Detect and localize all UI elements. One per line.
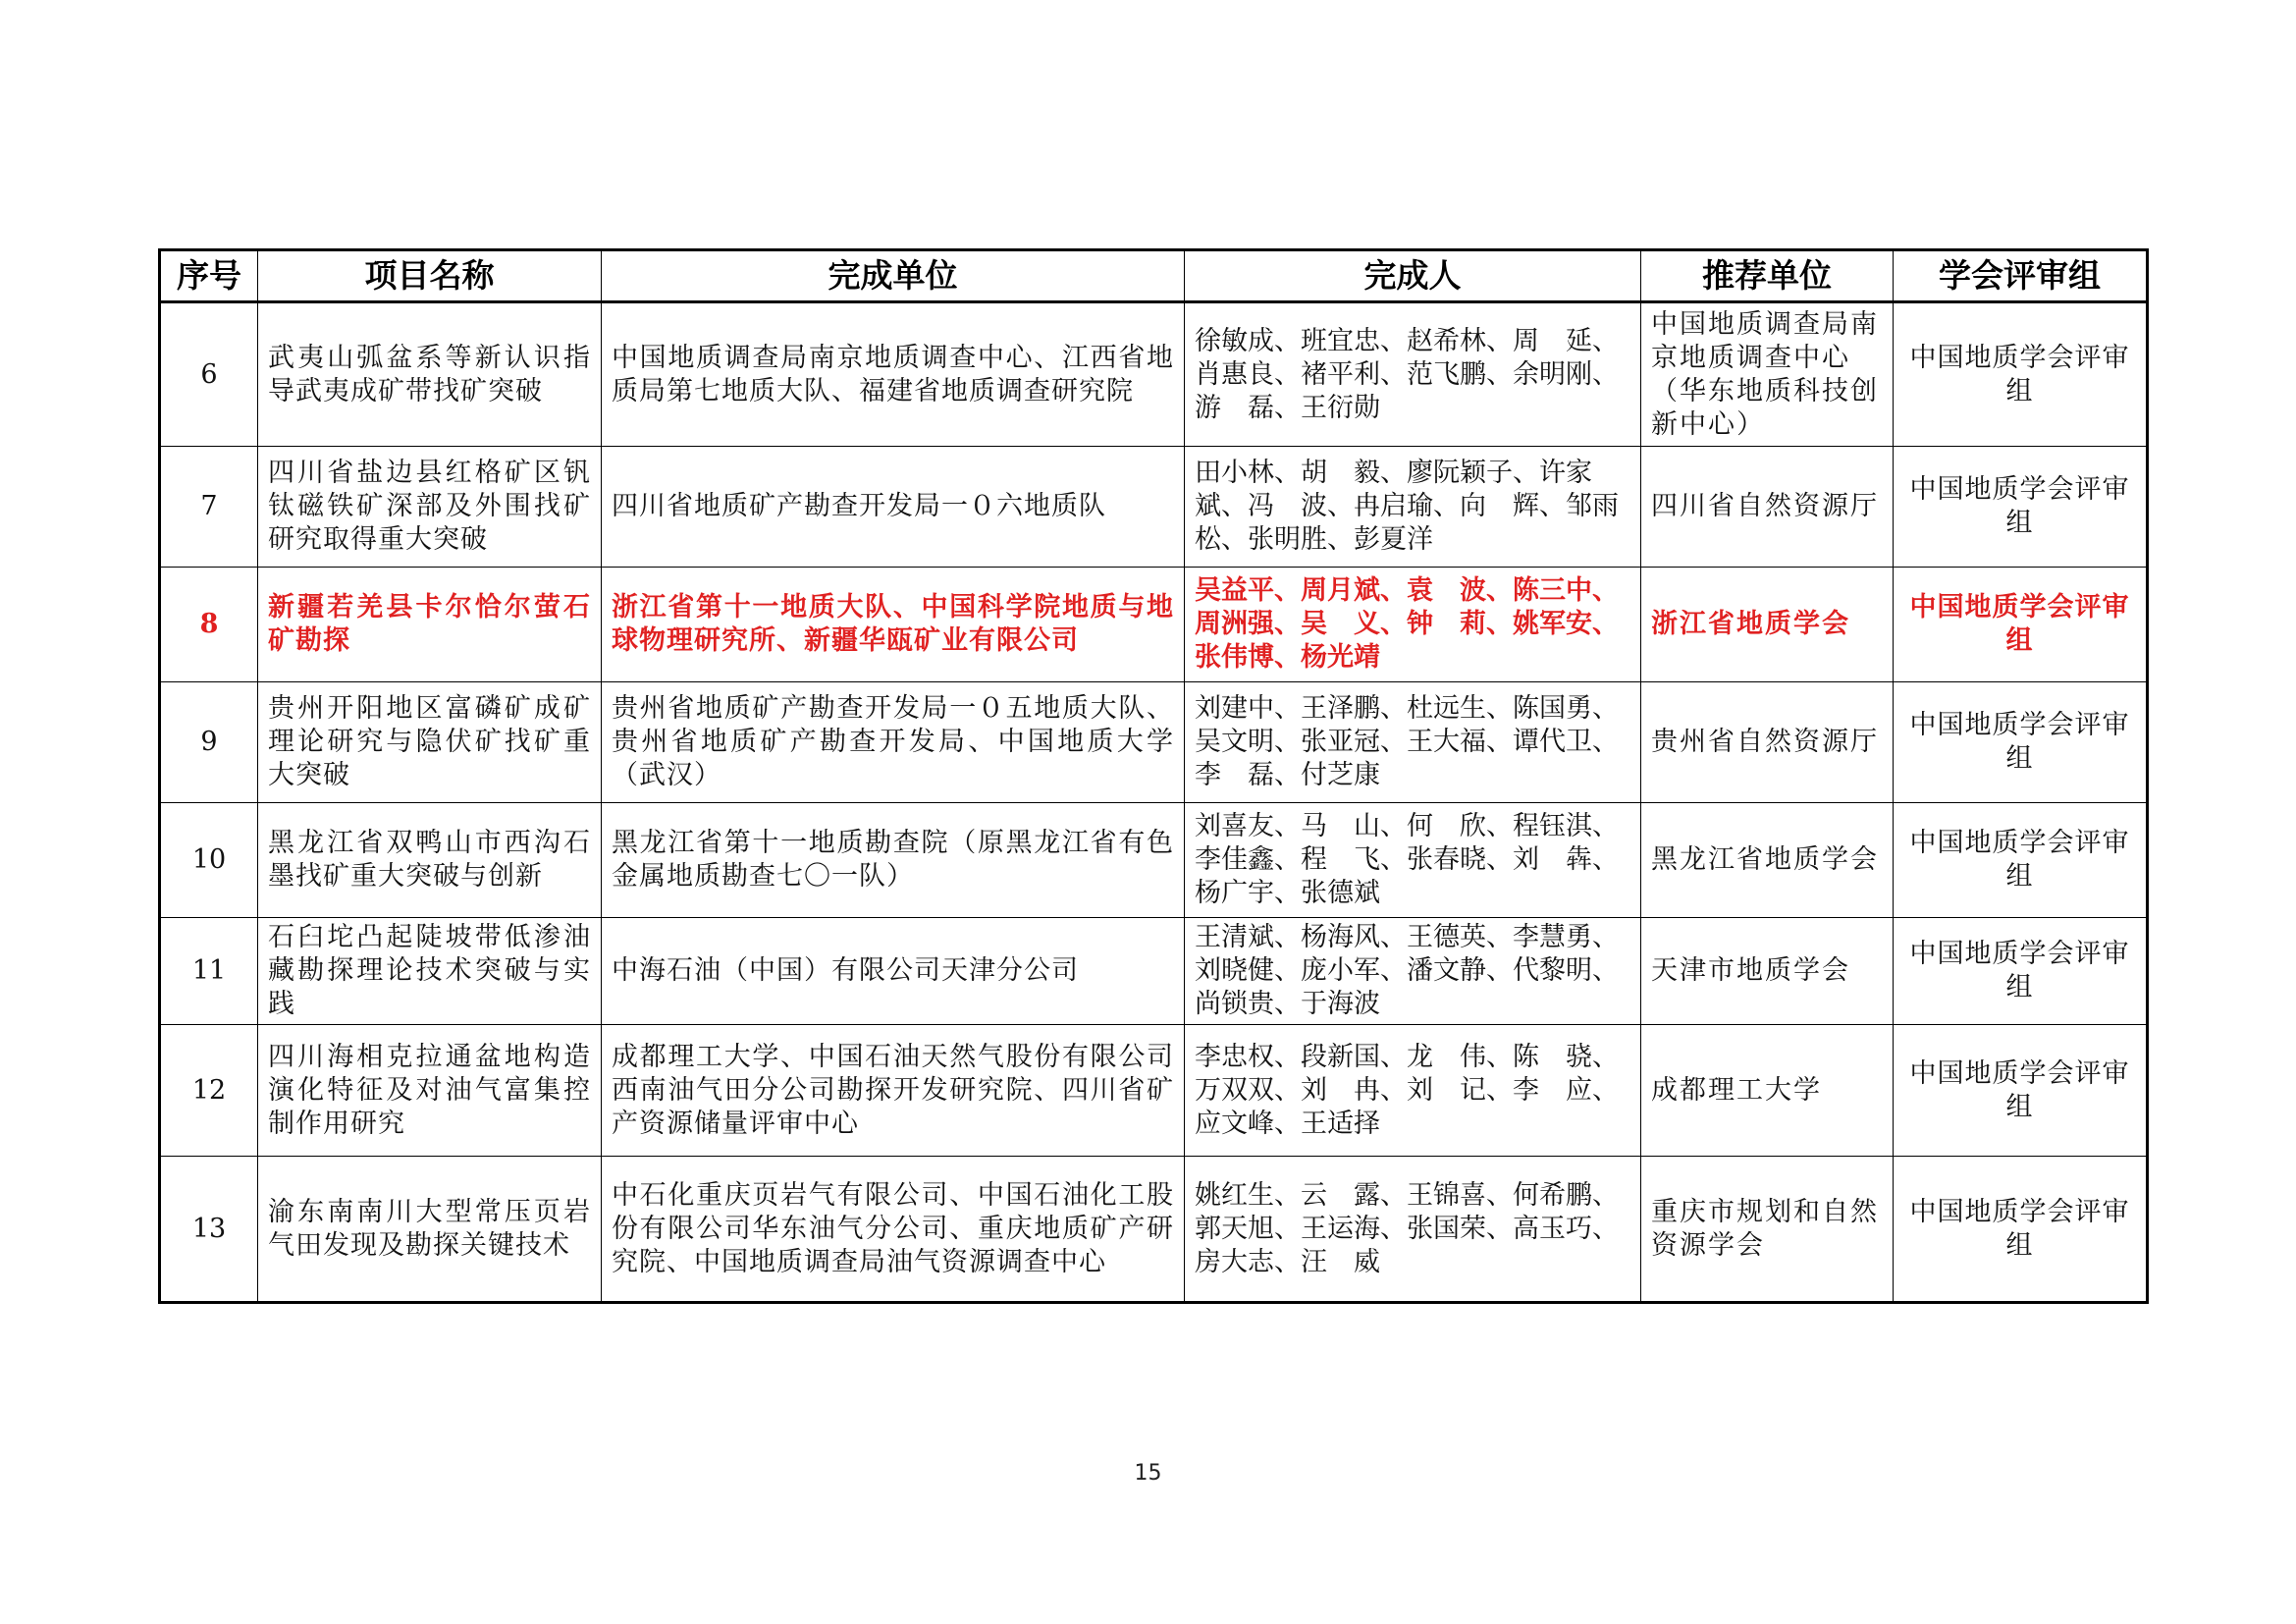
cell-index: 13 (160, 1157, 258, 1303)
cell-project: 黑龙江省双鸭山市西沟石墨找矿重大突破与创新 (258, 803, 602, 918)
cell-review-group: 中国地质学会评审组 (1894, 302, 2148, 447)
cell-recommender: 浙江省地质学会 (1641, 568, 1894, 682)
cell-project: 渝东南南川大型常压页岩气田发现及勘探关键技术 (258, 1157, 602, 1303)
header-units: 完成单位 (602, 250, 1185, 302)
cell-index: 8 (160, 568, 258, 682)
header-people: 完成人 (1185, 250, 1641, 302)
cell-recommender: 四川省自然资源厅 (1641, 447, 1894, 568)
cell-units: 贵州省地质矿产勘查开发局一０五地质大队、贵州省地质矿产勘查开发局、中国地质大学（武汉） (602, 682, 1185, 803)
cell-review-group: 中国地质学会评审组 (1894, 1157, 2148, 1303)
table-row (160, 803, 2148, 918)
cell-units: 中石化重庆页岩气有限公司、中国石油化工股份有限公司华东油气分公司、重庆地质矿产研究院、中国地质调查局油气资源调查中心 (602, 1157, 1185, 1303)
cell-recommender: 中国地质调查局南京地质调查中心（华东地质科技创新中心） (1641, 302, 1894, 447)
cell-recommender: 天津市地质学会 (1641, 918, 1894, 1025)
awards-table (158, 248, 2149, 1304)
cell-review-group: 中国地质学会评审组 (1894, 447, 2148, 568)
cell-recommender: 黑龙江省地质学会 (1641, 803, 1894, 918)
cell-people: 田小林、胡 毅、廖阮颖子、许家斌、冯 波、冉启瑜、向 辉、邹雨松、张明胜、彭夏洋 (1185, 447, 1641, 568)
header-review-group: 学会评审组 (1894, 250, 2148, 302)
cell-review-group: 中国地质学会评审组 (1894, 1025, 2148, 1157)
cell-project: 石臼坨凸起陡坡带低渗油藏勘探理论技术突破与实践 (258, 918, 602, 1025)
table-row (160, 682, 2148, 803)
cell-units: 中海石油（中国）有限公司天津分公司 (602, 918, 1185, 1025)
table-row (160, 447, 2148, 568)
cell-project: 贵州开阳地区富磷矿成矿理论研究与隐伏矿找矿重大突破 (258, 682, 602, 803)
table-row (160, 918, 2148, 1025)
cell-project: 武夷山弧盆系等新认识指导武夷成矿带找矿突破 (258, 302, 602, 447)
cell-index: 7 (160, 447, 258, 568)
cell-review-group: 中国地质学会评审组 (1894, 803, 2148, 918)
cell-review-group: 中国地质学会评审组 (1894, 682, 2148, 803)
cell-recommender: 重庆市规划和自然资源学会 (1641, 1157, 1894, 1303)
cell-review-group: 中国地质学会评审组 (1894, 568, 2148, 682)
cell-units: 成都理工大学、中国石油天然气股份有限公司西南油气田分公司勘探开发研究院、四川省矿产资源储量评审中心 (602, 1025, 1185, 1157)
table-row (160, 302, 2148, 447)
cell-recommender: 贵州省自然资源厅 (1641, 682, 1894, 803)
cell-people: 吴益平、周月斌、袁 波、陈三中、周洲强、吴 义、钟 莉、姚军安、张伟博、杨光靖 (1185, 568, 1641, 682)
cell-units: 浙江省第十一地质大队、中国科学院地质与地球物理研究所、新疆华瓯矿业有限公司 (602, 568, 1185, 682)
table-row (160, 1025, 2148, 1157)
cell-units: 四川省地质矿产勘查开发局一０六地质队 (602, 447, 1185, 568)
header-project: 项目名称 (258, 250, 602, 302)
cell-index: 9 (160, 682, 258, 803)
cell-review-group: 中国地质学会评审组 (1894, 918, 2148, 1025)
cell-index: 6 (160, 302, 258, 447)
cell-project: 四川海相克拉通盆地构造演化特征及对油气富集控制作用研究 (258, 1025, 602, 1157)
cell-people: 李忠权、段新国、龙 伟、陈 骁、万双双、刘 冉、刘 记、李 应、应文峰、王适择 (1185, 1025, 1641, 1157)
table-row (160, 1157, 2148, 1303)
cell-project: 四川省盐边县红格矿区钒钛磁铁矿深部及外围找矿研究取得重大突破 (258, 447, 602, 568)
cell-people: 徐敏成、班宜忠、赵希林、周 延、肖惠良、褚平利、范飞鹏、余明刚、游 磊、王衍勋 (1185, 302, 1641, 447)
page-number: 15 (1134, 1461, 1162, 1486)
header-recommender: 推荐单位 (1641, 250, 1894, 302)
cell-project: 新疆若羌县卡尔恰尔萤石矿勘探 (258, 568, 602, 682)
cell-recommender: 成都理工大学 (1641, 1025, 1894, 1157)
cell-index: 10 (160, 803, 258, 918)
header-index: 序号 (160, 250, 258, 302)
cell-people: 王清斌、杨海风、王德英、李慧勇、刘晓健、庞小军、潘文静、代黎明、尚锁贵、于海波 (1185, 918, 1641, 1025)
cell-index: 11 (160, 918, 258, 1025)
cell-people: 刘喜友、马 山、何 欣、程钰淇、李佳鑫、程 飞、张春晓、刘 犇、杨广宇、张德斌 (1185, 803, 1641, 918)
cell-index: 12 (160, 1025, 258, 1157)
cell-units: 中国地质调查局南京地质调查中心、江西省地质局第七地质大队、福建省地质调查研究院 (602, 302, 1185, 447)
table-row-highlighted (160, 568, 2148, 682)
cell-units: 黑龙江省第十一地质勘查院（原黑龙江省有色金属地质勘查七〇一队） (602, 803, 1185, 918)
cell-people: 刘建中、王泽鹏、杜远生、陈国勇、吴文明、张亚冠、王大福、谭代卫、李 磊、付芝康 (1185, 682, 1641, 803)
cell-people: 姚红生、云 露、王锦喜、何希鹏、郭天旭、王运海、张国荣、高玉巧、房大志、汪 威 (1185, 1157, 1641, 1303)
table-header-row (160, 250, 2148, 302)
